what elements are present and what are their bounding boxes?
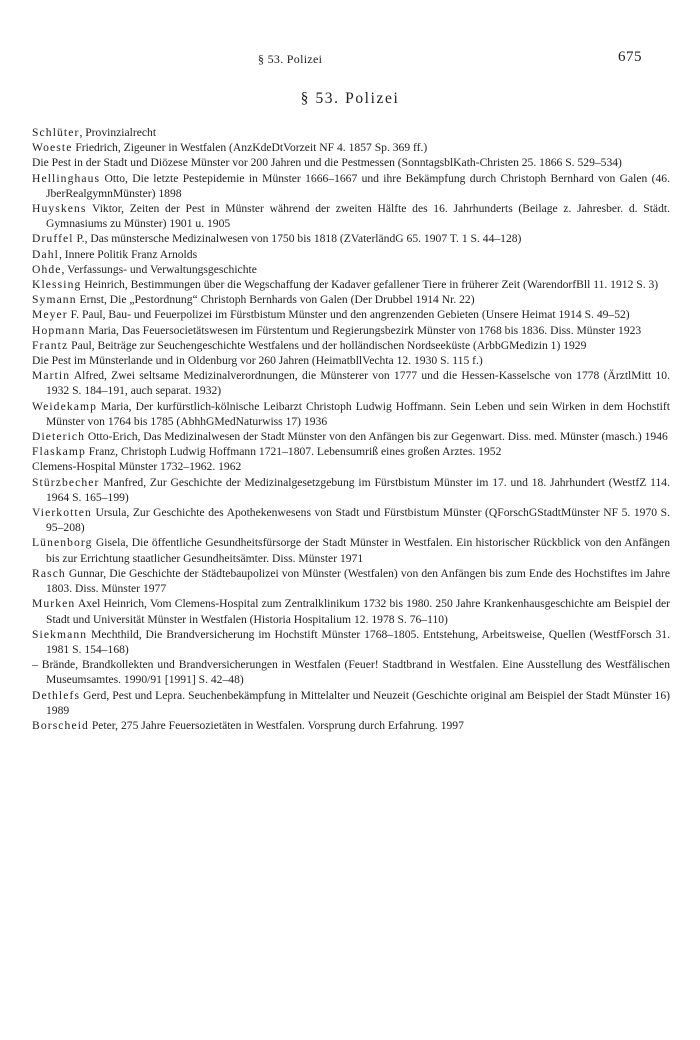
entry-author: Ohde <box>32 262 62 276</box>
bibliography-entry <box>32 338 670 353</box>
entry-text: Gisela, Die öffentliche Gesundheitsfürsorge der Stadt Münster in Westfalen. Ein historischer Rückblick von den Anfängen bis zur Errichtung staatlicher Gesundheitsämter. Diss. Münster 1971 <box>46 536 670 565</box>
bibliography-entry <box>32 231 670 246</box>
entry-author: Hellinghaus <box>32 171 101 185</box>
entry-author: Martin <box>32 369 71 383</box>
bibliography-entry <box>32 505 670 535</box>
entry-text: Viktor, Zeiten der Pest in Münster während der zweiten Hälfte des 16. Jahrhunderts (Beilage z. Jahresber. d. Städt. Gymnasiums zu Münster) 1901 u. 1905 <box>46 202 670 231</box>
bibliography-entry <box>32 459 670 474</box>
entry-author: Klessing <box>32 278 82 292</box>
entry-author: Murken <box>32 597 76 611</box>
entry-author: Hopmann <box>32 323 86 337</box>
entry-author: Meyer <box>32 308 68 322</box>
entry-text: , Provinzialrecht <box>79 126 157 139</box>
entry-text: Mechthild, Die Brandversicherung im Hochstift Münster 1768–1805. Entstehung, Arbeitsweise, Quellen (WestfForsch 31. 1981 S. 154–168) <box>46 627 670 656</box>
entry-author: Frantz <box>32 338 69 352</box>
entry-author: Symann <box>32 293 77 307</box>
entry-author: Woeste <box>32 141 73 155</box>
bibliography-entry <box>32 307 670 322</box>
running-head <box>0 49 700 70</box>
entry-author: Vierkotten <box>32 506 92 520</box>
bibliography-entry <box>32 429 670 444</box>
entry-author: Huyskens <box>32 202 87 216</box>
entry-text: – Brände, Brandkollekten und Brandversicherungen in Westfalen (Feuer! Stadtbrand in Westfalen. Eine Ausstellung des Westfälischen Museumsamtes. 1990/91 [1991] S. 42–48) <box>32 658 670 687</box>
bibliography-entry <box>32 140 670 155</box>
bibliography-entry <box>32 201 670 231</box>
bibliography-entry <box>32 688 670 718</box>
bibliography-entry <box>32 475 670 505</box>
entry-author: Schlüter <box>32 126 80 139</box>
entry-author: Rasch <box>32 566 66 580</box>
entry-text: Alfred, Zwei seltsame Medizinalverordnungen, die Münsterer von 1777 und die Hessen-Kasselsche von 1778 (ÄrztlMitt 10. 1932 S. 184–191, auch separat. 1932) <box>46 369 670 398</box>
bibliography-entry <box>32 323 670 338</box>
bibliography-entry <box>32 627 670 657</box>
section-title: § 53. Polizei <box>300 90 400 107</box>
bibliography-entry <box>32 596 670 626</box>
entry-text: Otto, Die letzte Pestepidemie in Münster 1666–1667 und ihre Bekämpfung durch Christoph Bernhard von Galen (46. JberRealgymnMünster) 1898 <box>46 171 670 200</box>
entry-text: , Innere Politik Franz Arnolds <box>58 247 198 261</box>
entry-text: Otto-Erich, Das Medizinalwesen der Stadt Münster von den Anfängen bis zur Gegenwart. Diss. med. Münster (masch.) 1946 <box>85 430 668 444</box>
bibliography-entry <box>32 657 670 687</box>
bibliography-entry <box>32 292 670 307</box>
bibliography-entry <box>32 368 670 398</box>
entry-text: Franz, Christoph Ludwig Hoffmann 1721–1807. Lebensumriß eines großen Arztes. 1952 <box>85 445 502 459</box>
entry-text: Manfred, Zur Geschichte der Medizinalgesetzgebung im Fürstbistum Münster im 17. und 18. Jahrhundert (WestfZ 114. 1964 S. 165–199) <box>46 475 670 504</box>
entry-author: Dahl <box>32 247 59 261</box>
entry-author: Siekmann <box>32 627 88 641</box>
bibliography-entry <box>32 247 670 262</box>
bibliography-entry <box>32 718 670 733</box>
entry-text: Die Pest in der Stadt und Diözese Münster vor 200 Jahren und die Pestmessen (SonntagsblKath-Christen 25. 1866 S. 529–534) <box>32 156 622 170</box>
bibliography-entry <box>32 125 670 140</box>
entry-text: Heinrich, Bestimmungen über die Wegschaffung der Kadaver gefallener Tiere in früherer Zeit (WarendorfBll 11. 1912 S. 3) <box>81 278 659 292</box>
bibliography-entry <box>32 566 670 596</box>
entry-author: Stürzbecher <box>32 475 100 489</box>
entry-text: , Verfassungs- und Verwaltungsgeschichte <box>61 262 257 276</box>
entry-text: Ursula, Zur Geschichte des Apothekenwesens von Stadt und Fürstbistum Münster (QForschGStadtMünster NF 5. 1970 S. 95–208) <box>46 506 670 535</box>
entry-text: Peter, 275 Jahre Feuersozietäten in Westfalen. Vorsprung durch Erfahrung. 1997 <box>88 718 464 732</box>
bibliography-entry <box>32 155 670 170</box>
bibliography-entry <box>32 535 670 565</box>
entry-author: Weidekamp <box>32 399 97 413</box>
entry-text: Maria, Der kurfürstlich-kölnische Leibarzt Christoph Ludwig Hoffmann. Sein Leben und sein Wirken in dem Hochstift Münster von 1764 bis 1785 (AbhhGMedNaturwiss 17) 1936 <box>46 399 670 428</box>
entry-text: Maria, Das Feuersocietätswesen im Fürstentum und Regierungsbezirk Münster von 1768 bis 1836. Diss. Münster 1923 <box>85 323 642 337</box>
entry-text: Gerd, Pest und Lepra. Seuchenbekämpfung in Mittelalter und Neuzeit (Geschichte original am Beispiel der Stadt Münster 16) 1989 <box>46 688 670 717</box>
entry-author: Dieterich <box>32 430 86 444</box>
entry-author: Dethlefs <box>32 688 81 702</box>
bibliography-entry <box>32 399 670 429</box>
entry-text: Friedrich, Zigeuner in Westfalen (AnzKdeDtVorzeit NF 4. 1857 Sp. 369 ff.) <box>72 141 428 155</box>
entry-author: Druffel <box>32 232 74 246</box>
bibliography-entry <box>32 353 670 368</box>
entry-text: Axel Heinrich, Vom Clemens-Hospital zum Zentralklinikum 1732 bis 1980. 250 Jahre Krankenhausgeschichte am Beispiel der Stadt und Universität Münster in Westfalen (Historia Hospitalium 12. 1978 S. 76–110) <box>46 597 670 626</box>
entry-author: Borscheid <box>32 718 89 732</box>
entry-text: Ernst, Die „Pestordnung“ Christoph Bernhards von Galen (Der Drubbel 1914 Nr. 22) <box>76 293 475 307</box>
page-number: 675 <box>618 49 642 65</box>
bibliography-entry <box>32 262 670 277</box>
entry-text: Gunnar, Die Geschichte der Städtebaupolizei von Münster (Westfalen) von den Anfängen bis zum Ende des Hochstiftes im Jahre 1803. Diss. Münster 1977 <box>46 566 670 596</box>
bibliography-entry <box>32 444 670 459</box>
entry-text: P., Das münstersche Medizinalwesen von 1750 bis 1818 (ZVaterländG 65. 1907 T. 1 S. 44–128) <box>73 232 522 246</box>
bibliography-list <box>32 125 670 733</box>
bibliography-entry <box>32 277 670 292</box>
entry-author: Lünenborg <box>32 536 93 550</box>
running-head-title: § 53. Polizei <box>258 52 323 66</box>
entry-text: Paul, Beiträge zur Seuchengeschichte Westfalens und der holländischen Nordseeküste (ArbbGMedizin 1) 1929 <box>68 338 587 352</box>
bibliography-entry <box>32 171 670 201</box>
entry-text: Die Pest im Münsterlande und in Oldenburg vor 260 Jahren (HeimatbllVechta 12. 1930 S. 115 f.) <box>32 354 483 368</box>
entry-author: Flaskamp <box>32 445 86 459</box>
entry-text: F. Paul, Bau- und Feuerpolizei im Fürstbistum Münster und den angrenzenden Gebieten (Unsere Heimat 1914 S. 49–52) <box>67 308 630 322</box>
entry-text: Clemens-Hospital Münster 1732–1962. 1962 <box>32 460 242 474</box>
